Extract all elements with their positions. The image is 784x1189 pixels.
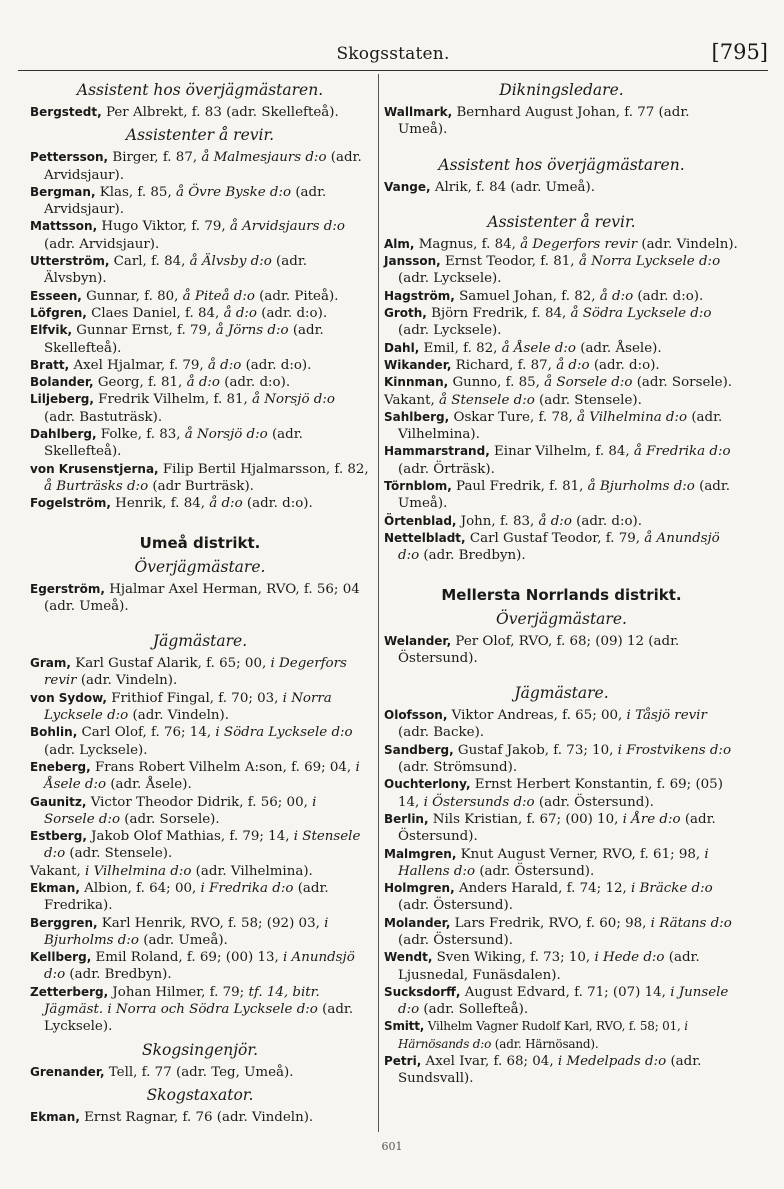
revir-assignment: tf. 14, bitr. Jägmäst. i Norra och Södra Lycksele d:o <box>44 984 320 1018</box>
person-details: Gunnar, f. 80, <box>81 288 183 304</box>
revir-assignment: i Fredrika d:o <box>200 880 294 896</box>
personnel-entry <box>384 1018 739 1053</box>
revir-assignment: å Malmesjaurs d:o <box>201 150 327 166</box>
person-surname: Kellberg, <box>30 950 92 965</box>
personnel-entry <box>30 581 370 616</box>
address: (adr. Härnösand). <box>491 1036 599 1051</box>
revir-assignment: i Hede d:o <box>594 950 665 966</box>
address: (adr. Piteå). <box>254 288 339 304</box>
person-details: Ernst Herbert Konstantin, f. 69; (05) 14, <box>398 777 723 810</box>
page-number: [795] <box>711 40 768 64</box>
section-heading: Skogstaxator. <box>146 1085 254 1104</box>
spacer <box>384 667 739 679</box>
revir-assignment: å Fredrika d:o <box>633 444 731 460</box>
person-details: Frans Robert Vilhelm A:son, f. 69; 04, <box>90 759 356 775</box>
revir-assignment: i Bjurholms d:o <box>44 915 329 948</box>
person-surname: Wikander, <box>384 357 452 372</box>
personnel-entry <box>384 374 739 391</box>
personnel-entry <box>384 633 739 668</box>
person-details: Gunno, f. 85, <box>448 375 545 391</box>
personnel-entry <box>30 794 370 829</box>
section-heading: Jägmästare. <box>152 632 248 651</box>
person-details: Viktor Andreas, f. 65; 00, <box>447 708 627 724</box>
personnel-entry <box>30 305 370 322</box>
person-details: Anders Harald, f. 74; 12, <box>454 881 631 897</box>
person-surname: Dahl, <box>384 340 420 355</box>
person-surname: Ekman, <box>30 1109 80 1124</box>
address: (adr. Strömsund). <box>398 760 518 776</box>
person-details: Per Albrekt, f. 83 (adr. Skellefteå). <box>101 105 339 120</box>
personnel-entry <box>384 236 739 253</box>
person-surname: Olofsson, <box>384 708 448 723</box>
revir-assignment: å Norsjö d:o <box>252 392 335 408</box>
revir-assignment: i Sorsele d:o <box>44 794 317 827</box>
personnel-entry <box>384 846 739 881</box>
person-details: Carl Gustaf Teodor, f. 79, <box>465 530 645 546</box>
personnel-entry <box>30 1109 370 1126</box>
address: (adr. Lycksele). <box>44 1002 354 1035</box>
personnel-entry <box>30 104 370 121</box>
personnel-entry <box>30 357 370 374</box>
person-details: Jakob Olof Mathias, f. 79; 14, <box>86 829 294 845</box>
personnel-entry <box>30 949 370 984</box>
person-details: Ernst Teodor, f. 81, <box>440 254 579 270</box>
address: (adr. d:o). <box>241 357 312 373</box>
person-surname: Dahlberg, <box>30 427 97 442</box>
address: (adr. Skellefteå). <box>44 323 324 356</box>
person-surname: Pettersson, <box>30 150 109 165</box>
personnel-entry <box>30 915 370 950</box>
person-details: Folke, f. 83, <box>96 427 185 443</box>
personnel-entry <box>384 305 739 340</box>
address: (adr. Bredbyn). <box>419 548 526 564</box>
revir-assignment: å d:o <box>556 357 590 373</box>
revir-assignment: å d:o <box>209 496 243 512</box>
personnel-entry <box>384 1053 739 1088</box>
person-surname: Berggren, <box>30 915 98 930</box>
right-column <box>384 76 739 1088</box>
address: (adr. d:o). <box>589 357 660 373</box>
person-details: Alrik, f. 84 (adr. Umeå). <box>430 179 595 195</box>
personnel-entry <box>384 742 739 777</box>
section-heading: Jägmästare. <box>514 684 609 703</box>
person-details: Klas, f. 85, <box>95 184 176 200</box>
person-surname: Smitt, <box>384 1019 425 1034</box>
person-surname: Esseen, <box>30 288 82 303</box>
personnel-entry <box>384 811 739 846</box>
revir-assignment: i Rätans d:o <box>650 915 732 931</box>
address: (adr. d:o). <box>571 513 642 529</box>
person-surname: Berlin, <box>384 811 429 826</box>
person-surname: Sandberg, <box>384 742 454 757</box>
address: (adr. Sorsele). <box>632 375 733 391</box>
personnel-entry <box>30 724 370 759</box>
person-details: Lars Fredrik, RVO, f. 60; 98, <box>450 915 651 931</box>
person-details: Paul Fredrik, f. 81, <box>451 479 588 495</box>
person-surname: Löfgren, <box>30 305 87 320</box>
person-details: Björn Fredrik, f. 84, <box>426 306 571 322</box>
header-rule <box>18 70 768 71</box>
revir-assignment: i Medelpads d:o <box>557 1054 667 1070</box>
revir-assignment: i Åre d:o <box>622 811 681 827</box>
sheet-number: 601 <box>381 1140 403 1153</box>
person-surname: Bratt, <box>30 357 70 372</box>
person-surname: Zetterberg, <box>30 984 109 999</box>
running-title: Skogsstaten. <box>336 44 450 64</box>
address: (adr. Bredbyn). <box>65 967 172 983</box>
person-details: Hugo Viktor, f. 79, <box>97 219 230 235</box>
revir-assignment: å Degerfors revir <box>520 236 638 252</box>
personnel-entry <box>384 776 739 811</box>
address: (adr. Backe). <box>398 725 485 741</box>
address: (adr. Sundsvall). <box>398 1054 702 1087</box>
address: (adr. d:o). <box>242 496 313 512</box>
person-surname: von Sydow, <box>30 690 107 705</box>
revir-assignment: i Bräcke d:o <box>631 881 713 897</box>
personnel-entry <box>30 880 370 915</box>
person-surname: von Krusenstjerna, <box>30 461 159 476</box>
personnel-entry <box>384 392 739 409</box>
personnel-entry <box>384 915 739 950</box>
personnel-entry <box>30 984 370 1036</box>
revir-assignment: i Östersunds d:o <box>423 794 535 810</box>
person-surname: Alm, <box>384 236 415 251</box>
personnel-entry <box>30 495 370 512</box>
revir-assignment: å Vilhelmina d:o <box>577 409 688 425</box>
personnel-entry <box>30 426 370 461</box>
address: (adr. Åsele). <box>575 340 662 356</box>
person-details: Filip Bertil Hjalmarsson, f. 82, <box>158 461 369 477</box>
personnel-entry <box>30 184 370 219</box>
personnel-entry <box>384 443 739 478</box>
person-surname: Grenander, <box>30 1064 105 1079</box>
spacer <box>384 196 739 208</box>
revir-assignment: å Burträsks d:o <box>44 478 149 494</box>
address: (adr. Sollefteå). <box>419 1002 529 1018</box>
revir-assignment: å Sorsele d:o <box>544 375 633 391</box>
person-details: Albion, f. 64; 00, <box>79 880 201 896</box>
personnel-entry <box>384 530 739 565</box>
person-surname: Bergstedt, <box>30 105 102 119</box>
person-details: Axel Ivar, f. 68; 04, <box>421 1054 558 1070</box>
address: (adr. Umeå). <box>138 932 228 948</box>
address: (adr. Östersund). <box>398 811 716 845</box>
person-surname: Molander, <box>384 915 451 930</box>
person-surname: Petri, <box>384 1054 422 1069</box>
personnel-entry <box>384 357 739 374</box>
person-details: Emil Roland, f. 69; (00) 13, <box>91 950 284 966</box>
person-details: Hjalmar Axel Herman, RVO, f. 56; 04 (adr. Umeå). <box>44 581 360 614</box>
address: (adr. Stensele). <box>65 846 173 862</box>
section-heading: Överjägmästare. <box>496 609 627 628</box>
person-details: Claes Daniel, f. 84, <box>86 305 224 321</box>
person-details: John, f. 83, <box>456 513 539 529</box>
person-surname: Elfvik, <box>30 323 73 338</box>
address: (adr. d:o). <box>633 288 704 304</box>
address: (adr. d:o). <box>256 305 328 321</box>
address: (adr. Östersund). <box>398 932 513 948</box>
person-details: Gustaf Jakob, f. 73; 10, <box>453 742 618 758</box>
person-details: Karl Gustaf Alarik, f. 65; 00, <box>70 656 271 672</box>
revir-assignment: å Arvidsjaurs d:o <box>229 219 345 235</box>
address: (adr. Sorsele). <box>120 811 220 827</box>
revir-assignment: i Norra Lycksele d:o <box>44 690 332 724</box>
person-details: Vilhelm Vagner Rudolf Karl, RVO, f. 58; 01, <box>424 1019 685 1034</box>
personnel-entry <box>384 513 739 530</box>
address: (adr. d:o). <box>219 375 291 391</box>
person-surname: Liljeberg, <box>30 392 94 407</box>
address: (adr. Vindeln). <box>128 708 229 724</box>
person-details: Richard, f. 87, <box>451 357 557 373</box>
spacer <box>30 615 370 627</box>
person-details: Tell, f. 77 (adr. Teg, Umeå). <box>104 1064 294 1080</box>
person-surname: Ouchterlony, <box>384 777 471 792</box>
person-surname: Fogelström, <box>30 496 111 511</box>
address: (adr. Åsele). <box>106 777 192 793</box>
revir-assignment: å d:o <box>186 375 220 391</box>
revir-assignment: i Frostvikens d:o <box>617 742 732 758</box>
person-surname: Ekman, <box>30 880 80 895</box>
person-surname: Jansson, <box>384 254 441 269</box>
address: (adr. Arvidsjaur). <box>44 150 362 183</box>
revir-assignment: å d:o <box>207 357 242 373</box>
person-surname: Wallmark, <box>384 105 453 119</box>
address: (adr. Östersund). <box>475 863 595 879</box>
person-details: Knut August Verner, RVO, f. 61; 98, <box>456 846 705 862</box>
address: (adr. Östersund). <box>534 794 654 810</box>
address: (adr. Umeå). <box>398 479 731 512</box>
address: (adr. Arvidsjaur). <box>44 236 160 252</box>
person-surname: Welander, <box>384 633 452 648</box>
personnel-entry <box>384 478 739 513</box>
address: (adr. Skellefteå). <box>44 427 303 460</box>
person-details: Ernst Ragnar, f. 76 (adr. Vindeln). <box>79 1109 314 1125</box>
person-details: Carl, f. 84, <box>109 254 190 270</box>
person-details: Einar Vilhelm, f. 84, <box>489 444 634 460</box>
person-surname: Holmgren, <box>384 881 455 896</box>
person-details: Sven Wiking, f. 73; 10, <box>432 950 595 966</box>
section-heading: Assistenter å revir. <box>487 212 636 231</box>
personnel-entry <box>384 179 739 196</box>
person-surname: Gram, <box>30 656 71 671</box>
person-details: Gunnar Ernst, f. 79, <box>72 323 216 339</box>
revir-assignment: å Piteå d:o <box>182 288 255 304</box>
personnel-entry <box>30 655 370 690</box>
person-surname: Mattsson, <box>30 219 98 234</box>
personnel-entry <box>30 288 370 305</box>
section-heading: Assistenter å revir. <box>125 126 275 145</box>
person-details: Carl Olof, f. 76; 14, <box>77 725 216 741</box>
person-surname: Bolander, <box>30 375 94 390</box>
revir-assignment: å Norra Lycksele d:o <box>578 254 721 270</box>
personnel-entry <box>30 828 370 863</box>
revir-assignment: å d:o <box>223 305 257 321</box>
person-surname: Nettelbladt, <box>384 530 466 545</box>
revir-assignment: i Anundsjö d:o <box>44 950 355 983</box>
section-heading: Assistent hos överjägmästaren. <box>438 155 685 174</box>
address: (adr. Bastuträsk). <box>44 409 163 425</box>
person-surname: Utterström, <box>30 254 110 269</box>
revir-assignment: i Junsele d:o <box>398 984 729 1018</box>
person-details: Nils Kristian, f. 67; (00) 10, <box>428 811 623 827</box>
person-surname: Sucksdorff, <box>384 984 461 999</box>
section-heading: Skogsingenjör. <box>141 1040 258 1059</box>
person-surname: Eneberg, <box>30 759 91 774</box>
revir-assignment: i Tåsjö revir <box>626 708 707 724</box>
person-surname: Hammarstrand, <box>384 444 490 459</box>
person-details: Karl Henrik, RVO, f. 58; (92) 03, <box>97 915 325 931</box>
personnel-entry <box>30 322 370 357</box>
person-details: Birger, f. 87, <box>108 150 202 166</box>
revir-assignment: i Stensele d:o <box>44 829 361 862</box>
person-surname: Bohlin, <box>30 725 78 740</box>
person-surname: Hagström, <box>384 288 455 303</box>
revir-assignment: å Åsele d:o <box>501 340 576 356</box>
revir-assignment: i Södra Lycksele d:o <box>215 725 353 741</box>
address: (adr. Arvidsjaur). <box>44 184 327 218</box>
person-surname: Estberg, <box>30 829 87 844</box>
revir-assignment: å Södra Lycksele d:o <box>570 306 712 322</box>
person-details: Per Olof, RVO, f. 68; (09) 12 (adr. Östersund). <box>398 633 680 666</box>
person-surname: Malmgren, <box>384 846 457 861</box>
personnel-entry <box>384 253 739 288</box>
personnel-entry <box>384 949 739 984</box>
person-surname: Wendt, <box>384 950 433 965</box>
district-heading: Umeå distrikt. <box>139 533 261 552</box>
address: (adr. Lycksele). <box>398 323 502 339</box>
revir-assignment: i Åsele d:o <box>44 759 360 793</box>
person-surname: Gaunitz, <box>30 794 87 809</box>
address: (adr. Lycksele). <box>44 742 148 758</box>
person-surname: Sahlberg, <box>384 409 450 424</box>
person-surname: Örtenblad, <box>384 513 457 528</box>
address: (adr. Ljusnedal, Funäsdalen). <box>398 950 700 983</box>
personnel-entry <box>384 707 739 742</box>
revir-assignment: i Vilhelmina d:o <box>85 863 192 879</box>
left-column <box>30 76 370 1126</box>
person-surname: Törnblom, <box>384 479 452 494</box>
person-details: Axel Hjalmar, f. 79, <box>69 357 208 373</box>
person-details: Magnus, f. 84, <box>414 236 521 252</box>
person-surname: Bergman, <box>30 184 96 199</box>
person-details: Bernhard August Johan, f. 77 (adr. Umeå). <box>398 105 690 138</box>
revir-assignment: å Bjurholms d:o <box>587 479 695 495</box>
person-details: Frithiof Fingal, f. 70; 03, <box>106 690 283 706</box>
personnel-entry <box>30 863 370 880</box>
address: (adr. Fredrika). <box>44 880 329 914</box>
personnel-entry <box>30 374 370 391</box>
personnel-entry <box>30 1064 370 1081</box>
revir-assignment: å d:o <box>599 288 634 304</box>
person-details: Vakant, <box>384 392 440 408</box>
address: (adr. Vilhelmina). <box>191 863 313 879</box>
personnel-entry <box>384 880 739 915</box>
personnel-entry <box>30 759 370 794</box>
person-details: Emil, f. 82, <box>419 340 502 356</box>
revir-assignment: i Hallens d:o <box>398 846 709 879</box>
section-heading: Överjägmästare. <box>134 557 266 576</box>
personnel-entry <box>384 104 739 139</box>
revir-assignment: i Degerfors revir <box>44 656 347 689</box>
revir-assignment: å d:o <box>538 513 572 529</box>
address: (adr Burträsk). <box>148 478 254 494</box>
person-details: Fredrik Vilhelm, f. 81, <box>93 392 253 408</box>
revir-assignment: å Norsjö d:o <box>184 427 268 443</box>
personnel-entry <box>30 218 370 253</box>
address: (adr. Östersund). <box>398 898 513 914</box>
person-surname: Egerström, <box>30 581 105 596</box>
section-heading: Assistent hos överjägmästaren. <box>76 81 324 99</box>
revir-assignment: å Stensele d:o <box>439 392 535 408</box>
person-details: Samuel Johan, f. 82, <box>454 288 600 304</box>
person-surname: Kinnman, <box>384 375 449 390</box>
person-surname: Vange, <box>384 179 431 194</box>
person-details: Henrik, f. 84, <box>110 496 210 512</box>
person-details: Victor Theodor Didrik, f. 56; 00, <box>86 794 313 810</box>
personnel-entry <box>30 149 370 184</box>
personnel-entry <box>384 340 739 357</box>
address: (adr. Lycksele). <box>398 271 502 287</box>
personnel-entry <box>30 253 370 288</box>
person-details: Johan Hilmer, f. 79; <box>108 984 249 1000</box>
person-details: Oskar Ture, f. 78, <box>449 409 578 425</box>
address: (adr. Vindeln). <box>76 673 178 689</box>
person-details: Vakant, <box>30 863 86 879</box>
address: (adr. Stensele). <box>534 392 642 408</box>
person-surname: Groth, <box>384 306 427 321</box>
address: (adr. Älvsbyn). <box>44 254 308 287</box>
district-heading: Mellersta Norrlands distrikt. <box>441 585 682 604</box>
revir-assignment: å Övre Byske d:o <box>175 184 292 200</box>
revir-assignment: å Anundsjö d:o <box>398 530 720 564</box>
revir-assignment: å Jörns d:o <box>215 323 289 339</box>
column-divider <box>378 74 379 1132</box>
personnel-entry <box>30 461 370 496</box>
person-details: Georg, f. 81, <box>93 375 187 391</box>
personnel-entry <box>384 409 739 444</box>
address: (adr. Vilhelmina). <box>398 409 723 443</box>
spacer <box>384 139 739 151</box>
person-details: August Edvard, f. 71; (07) 14, <box>460 984 671 1000</box>
revir-assignment: å Älvsby d:o <box>189 254 272 270</box>
personnel-entry <box>30 391 370 426</box>
personnel-entry <box>384 984 739 1019</box>
section-heading: Dikningsledare. <box>499 81 624 99</box>
address: (adr. Vindeln). <box>637 236 738 252</box>
revir-assignment: i Härnösands d:o <box>398 1019 688 1051</box>
personnel-entry <box>30 690 370 725</box>
address: (adr. Örträsk). <box>398 461 495 477</box>
personnel-entry <box>384 288 739 305</box>
